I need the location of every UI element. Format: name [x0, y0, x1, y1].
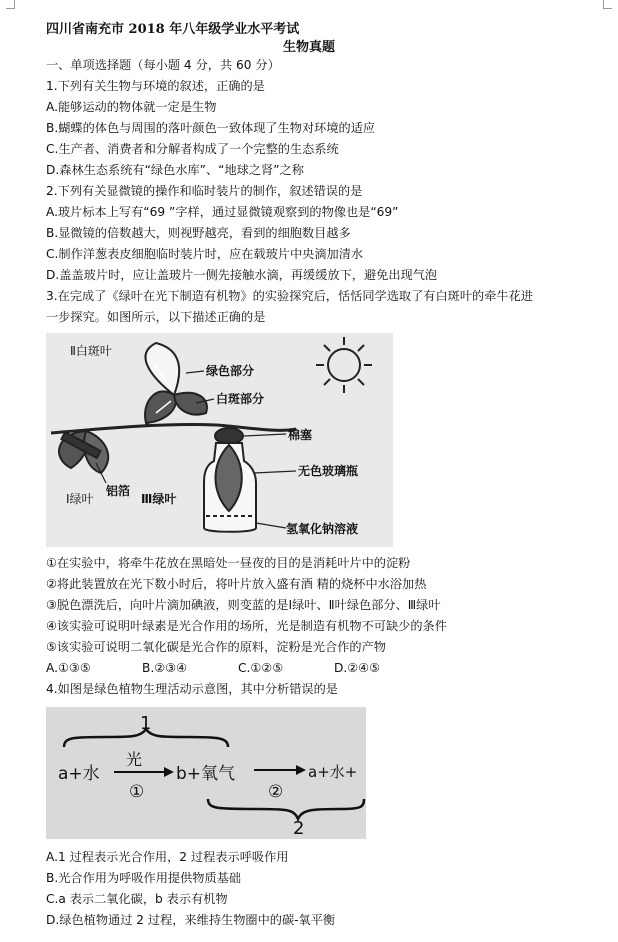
- q3-option-b: B.②③④: [142, 661, 188, 675]
- q3-figure: [46, 333, 393, 547]
- q2-option-a: A.玻片标本上写有“69 ”字样，通过显微镜观察到的物像也是“69”: [46, 205, 399, 219]
- q3-statement-4: ④该实验可说明叶绿素是光合作用的场所，光是制造有机物不可缺少的条件: [46, 619, 447, 633]
- q2-option-c: C.制作洋葱表皮细胞临时装片时，应在载玻片中央滴加清水: [46, 247, 364, 261]
- q1-option-c: C.生产者、消费者和分解者构成了一个完整的生态系统: [46, 142, 339, 156]
- q3-options: [46, 660, 430, 676]
- label-b-oxygen: b+氧气: [176, 764, 236, 784]
- q2-option-d: D.盖盖玻片时，应让盖玻片一侧先接触水滴，再缓缓放下，避免出现气泡: [46, 268, 438, 282]
- q2-option-b: B.显微镜的倍数越大，则视野越亮，看到的细胞数目越多: [46, 226, 351, 240]
- document-title: 四川省南充市 2018 年八年级学业水平考试: [46, 22, 300, 37]
- q1-option-d: D.森林生态系统有“绿色水库”、“地球之肾”之称: [46, 163, 304, 177]
- label-circle-2: ②: [268, 782, 284, 802]
- label-jar: 无色玻璃瓶: [298, 464, 359, 478]
- label-a-water: a+水: [58, 764, 100, 784]
- label-circle-1: ①: [129, 782, 145, 802]
- label-green-part: 绿色部分: [206, 364, 255, 378]
- q4-figure: [46, 707, 366, 839]
- q1-option-b: B.蝴蝶的体色与周围的落叶颜色一致体现了生物对环境的适应: [46, 121, 376, 135]
- corner-mark-left: [6, 0, 15, 9]
- q3-statement-5: ⑤该实验可说明二氧化碳是光合作的原料，淀粉是光合作的产物: [46, 640, 386, 654]
- q3-statement-3: ③脱色漂洗后，向叶片滴加碘液，则变蓝的是Ⅰ绿叶、Ⅱ叶绿色部分、Ⅲ绿叶: [46, 598, 441, 612]
- q1-stem: 1.下列有关生物与环境的叙述，正确的是: [46, 79, 265, 93]
- q4-option-a: A.1 过程表示光合作用，2 过程表示呼吸作用: [46, 850, 289, 864]
- q3-statement-1: ①在实验中，将牵牛花放在黑暗处一昼夜的目的是消耗叶片中的淀粉: [46, 556, 411, 570]
- q1-option-a: A.能够运动的物体就一定是生物: [46, 100, 217, 114]
- q4-stem: 4.如图是绿色植物生理活动示意图，其中分析错误的是: [46, 682, 338, 696]
- q4-option-d: D.绿色植物通过 2 过程，来维持生物圈中的碳-氧平衡: [46, 913, 336, 927]
- label-cotton: 棉塞: [288, 428, 313, 442]
- label-light: 光: [126, 750, 143, 769]
- label-leaf-white: Ⅱ白斑叶: [70, 344, 112, 358]
- label-leaf-one: Ⅰ绿叶: [66, 492, 94, 506]
- label-naoh: 氢氧化钠溶液: [286, 522, 359, 536]
- q3-stem-line2: 一步探究。如图所示，以下描述正确的是: [46, 310, 266, 324]
- label-white-part: 白斑部分: [216, 392, 265, 406]
- q4-option-c: C.a 表示二氧化碳，b 表示有机物: [46, 892, 228, 906]
- label-leaf-three: Ⅲ绿叶: [141, 492, 177, 506]
- label-a-water-2: a+水+: [308, 763, 358, 781]
- q2-stem: 2.下列有关显微镜的操作和临时装片的制作，叙述错误的是: [46, 184, 363, 198]
- q3-statement-2: ②将此装置放在光下数小时后，将叶片放入盛有酒 精的烧杯中水浴加热: [46, 577, 427, 591]
- q3-stem-line1: 3.在完成了《绿叶在光下制造有机物》的实验探究后，恬恬同学选取了有白斑叶的牵牛花进: [46, 289, 533, 303]
- q3-option-a: A.①③⑤: [46, 661, 91, 675]
- document-subtitle: 生物真题: [282, 40, 335, 55]
- q3-option-d: D.②④⑤: [334, 661, 381, 675]
- section-heading: 一、单项选择题（每小题 4 分，共 60 分）: [46, 58, 280, 72]
- label-process-2: 2: [293, 818, 305, 839]
- label-foil: 铝箔: [106, 484, 131, 498]
- q3-option-c: C.①②⑤: [238, 661, 284, 675]
- label-process-1: 1: [140, 713, 152, 734]
- corner-mark-right: [603, 0, 612, 9]
- q4-option-b: B.光合作用为呼吸作用提供物质基础: [46, 871, 242, 885]
